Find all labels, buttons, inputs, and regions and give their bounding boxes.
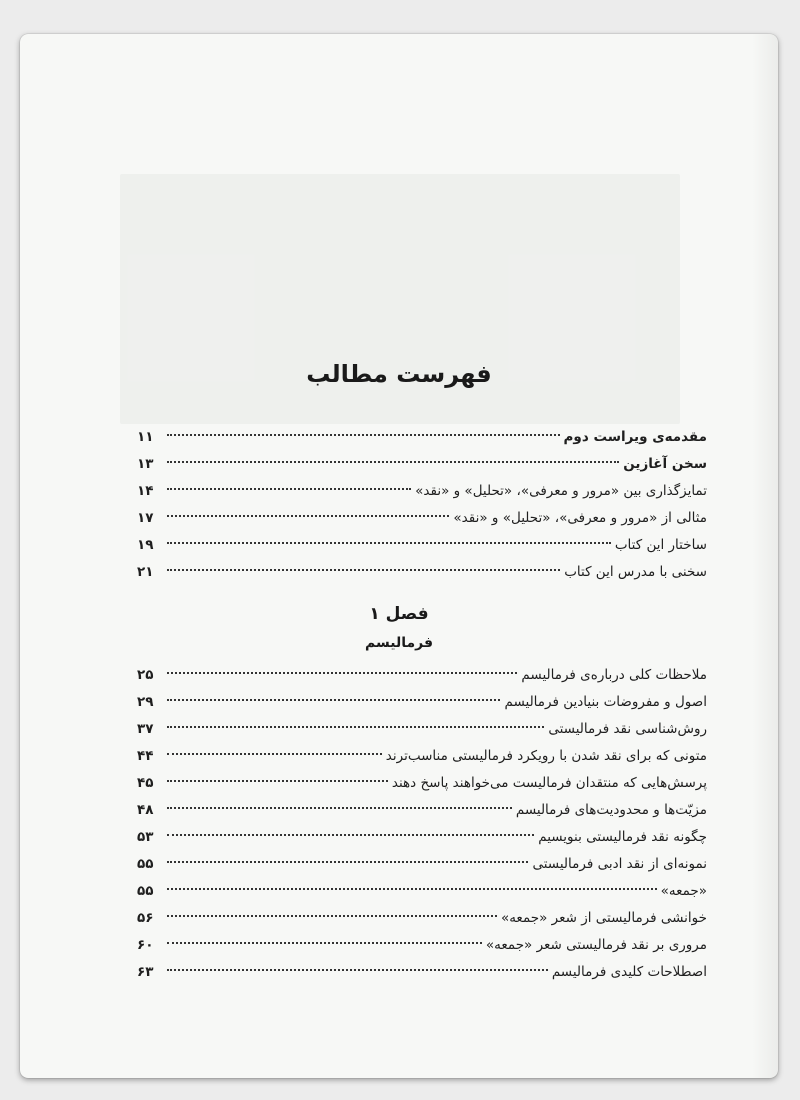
dot-leader — [167, 434, 560, 436]
toc-entry-page-number: ۱۴ — [137, 483, 154, 499]
toc-entry — [137, 743, 707, 770]
toc-entry — [137, 478, 707, 505]
toc-entry — [137, 424, 707, 451]
toc-entry-page-number: ۴۵ — [137, 775, 154, 791]
toc-entry-title: چگونه نقد فرمالیستی بنویسیم — [538, 829, 707, 845]
toc-entry-title: خوانشی فرمالیستی از شعر «جمعه» — [500, 910, 707, 926]
dot-leader — [167, 942, 482, 944]
toc-entry-page-number: ۱۳ — [137, 456, 154, 472]
toc-entry-title: سخن آغازین — [623, 456, 707, 472]
toc-entry — [137, 905, 707, 932]
toc-entry — [137, 770, 707, 797]
toc-entry-page-number: ۱۱ — [137, 429, 154, 445]
dot-leader — [167, 969, 548, 971]
toc-entry — [137, 797, 707, 824]
toc-entry-page-number: ۳۷ — [137, 721, 154, 737]
toc-entry-page-number: ۵۳ — [137, 829, 154, 845]
toc-entry — [137, 505, 707, 532]
toc-entry-page-number: ۵۵ — [137, 856, 154, 872]
toc-entry-title: «جمعه» — [660, 883, 707, 899]
dot-leader — [167, 461, 619, 463]
toc-entry — [137, 878, 707, 905]
toc-entry — [137, 932, 707, 959]
toc-entry-title: روش‌شناسی نقد فرمالیستی — [548, 721, 707, 737]
toc-entry-title: ساختار این کتاب — [614, 537, 707, 553]
dot-leader — [167, 542, 611, 544]
toc-entry-page-number: ۵۶ — [137, 910, 154, 926]
intro-toc-list — [137, 424, 707, 586]
toc-entry-title: مثالی از «مرور و معرفی»، «تحلیل» و «نقد» — [453, 510, 707, 526]
toc-entry-title: متونی که برای نقد شدن با رویکرد فرمالیستی مناسب‌ترند — [385, 748, 707, 764]
toc-entry-title: مزیّت‌ها و محدودیت‌های فرمالیسم — [515, 802, 707, 818]
book-page — [20, 34, 778, 1078]
toc-entry-title: پرسش‌هایی که منتقدان فرمالیست می‌خواهند پاسخ دهند — [391, 775, 707, 791]
dot-leader — [167, 569, 560, 571]
toc-entry-page-number: ۵۵ — [137, 883, 154, 899]
toc-entry-title: اصطلاحات کلیدی فرمالیسم — [551, 964, 707, 980]
toc-entry-page-number: ۶۰ — [137, 937, 154, 953]
dot-leader — [167, 488, 411, 490]
toc-entry-title: مقدمه‌ی ویراست دوم — [563, 429, 707, 445]
dot-leader — [167, 515, 449, 517]
dot-leader — [167, 861, 528, 863]
dot-leader — [167, 807, 512, 809]
toc-entry — [137, 716, 707, 743]
toc-entry — [137, 959, 707, 986]
toc-entry-page-number: ۲۱ — [137, 564, 154, 580]
toc-entry-title: سخنی با مدرس این کتاب — [564, 564, 707, 580]
dot-leader — [167, 672, 517, 674]
toc-entry-page-number: ۴۸ — [137, 802, 154, 818]
toc-entry — [137, 824, 707, 851]
dot-leader — [167, 888, 657, 890]
dot-leader — [167, 780, 388, 782]
toc-entry-title: نمونه‌ای از نقد ادبی فرمالیستی — [532, 856, 707, 872]
toc-entry-page-number: ۱۷ — [137, 510, 154, 526]
chapter-heading: فصل ۱ — [369, 604, 429, 624]
toc-entry-page-number: ۶۳ — [137, 964, 154, 980]
toc-entry — [137, 851, 707, 878]
toc-entry — [137, 689, 707, 716]
toc-entry-title: اصول و مفروضات بنیادین فرمالیسم — [504, 694, 707, 710]
dot-leader — [167, 915, 497, 917]
toc-entry-page-number: ۱۹ — [137, 537, 154, 553]
toc-entry-page-number: ۴۴ — [137, 748, 154, 764]
toc-entry-title: ملاحظات کلی درباره‌ی فرمالیسم — [521, 667, 707, 683]
dot-leader — [167, 699, 500, 701]
toc-entry — [137, 532, 707, 559]
toc-entry-title: مروری بر نقد فرمالیستی شعر «جمعه» — [485, 937, 707, 953]
toc-entry-page-number: ۲۵ — [137, 667, 154, 683]
toc-entry — [137, 451, 707, 478]
dot-leader — [167, 726, 544, 728]
toc-entry — [137, 559, 707, 586]
dot-leader — [167, 834, 534, 836]
toc-entry — [137, 662, 707, 689]
chapter-subtitle: فرمالیسم — [365, 635, 433, 651]
toc-entry-page-number: ۲۹ — [137, 694, 154, 710]
page-title: فهرست مطالب — [306, 360, 492, 388]
chapter-toc-list — [137, 662, 707, 986]
dot-leader — [167, 753, 382, 755]
toc-entry-title: تمایزگذاری بین «مرور و معرفی»، «تحلیل» و «نقد» — [415, 483, 707, 499]
